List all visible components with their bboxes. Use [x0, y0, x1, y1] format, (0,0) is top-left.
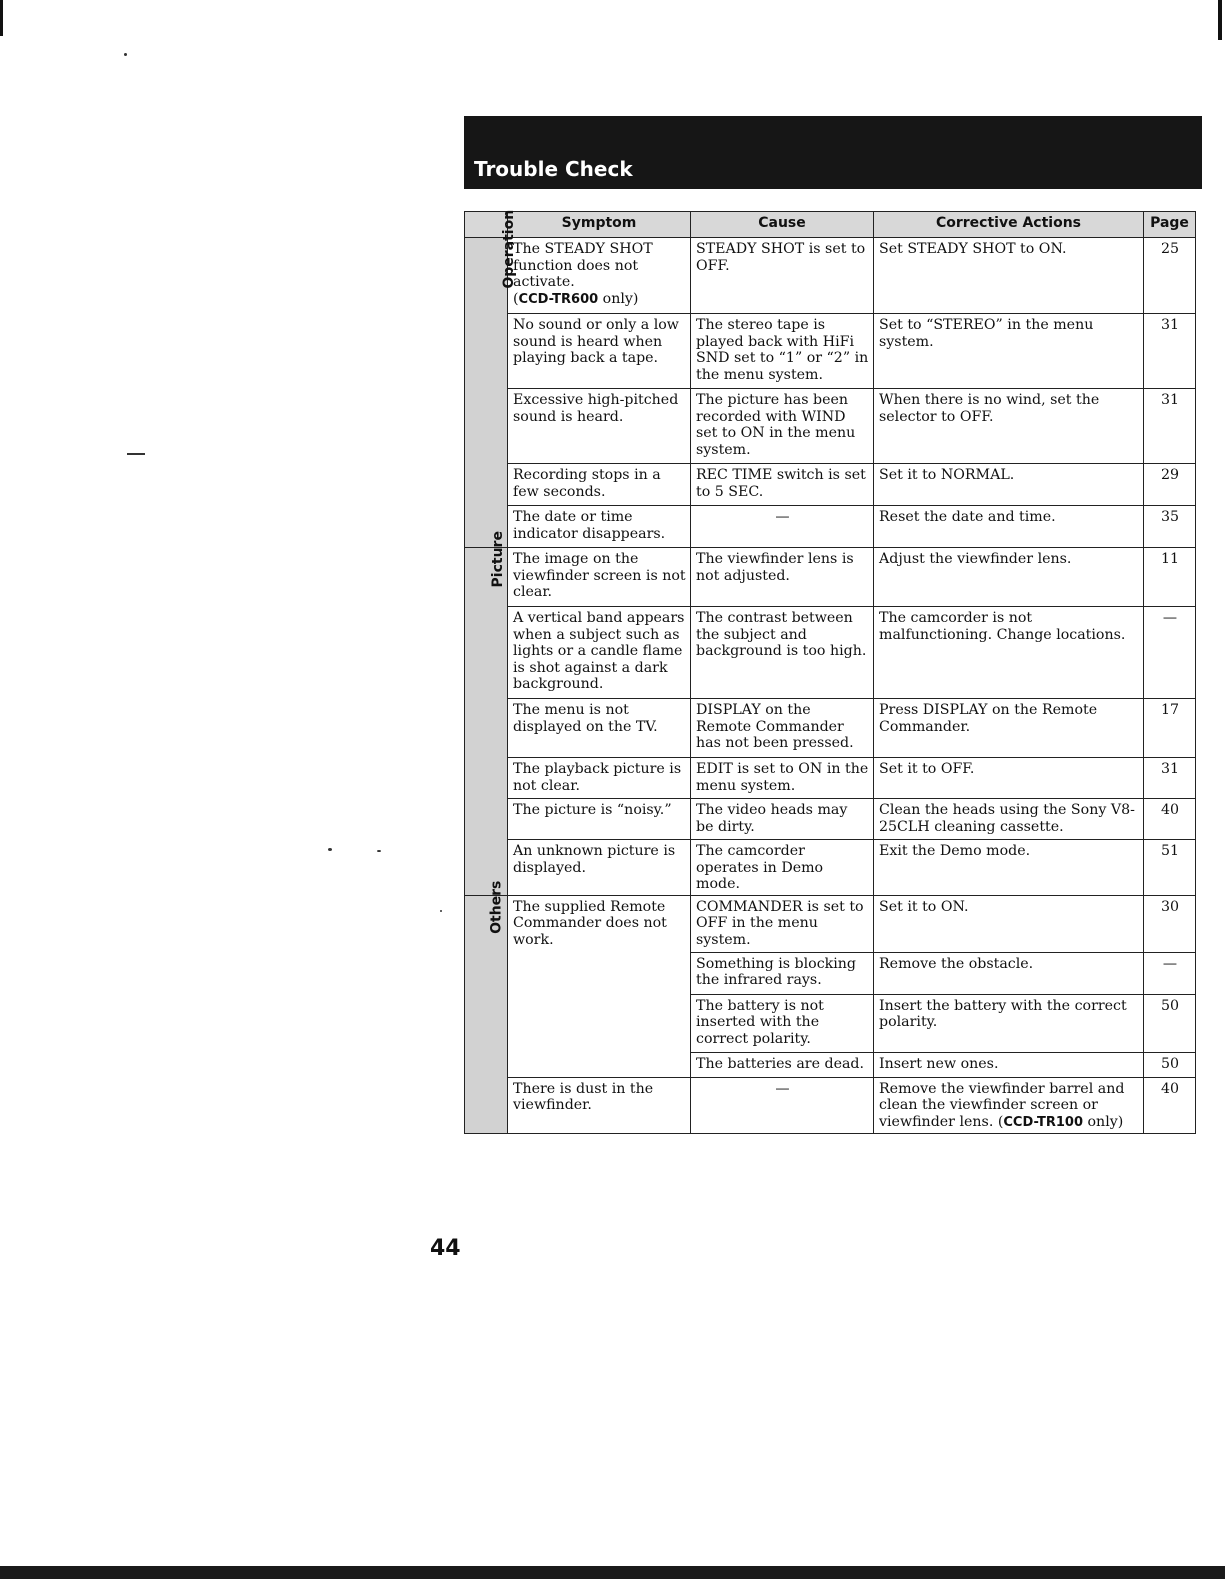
- cause-cell: STEADY SHOT is set to OFF.: [691, 238, 874, 314]
- table-header-row: [465, 212, 1196, 238]
- symptom-cell: The date or time indicator disappears.: [508, 506, 691, 548]
- scan-speck: [377, 850, 381, 852]
- cause-cell: The contrast between the subject and background is too high.: [691, 607, 874, 699]
- cause-cell: The picture has been recorded with WIND set to ON in the menu system.: [691, 389, 874, 464]
- page-cell: 31: [1144, 389, 1196, 464]
- cause-cell: EDIT is set to ON in the menu system.: [691, 758, 874, 799]
- page-cell: 40: [1144, 1077, 1196, 1134]
- action-cell: Set STEADY SHOT to ON.: [874, 238, 1144, 314]
- page-cell: 17: [1144, 699, 1196, 758]
- table-row: [465, 758, 1196, 799]
- cause-cell: The stereo tape is played back with HiFi SND set to “1” or “2” in the menu system.: [691, 314, 874, 389]
- symptom-cell: The image on the viewfinder screen is not clear.: [508, 548, 691, 607]
- symptom-cell: Recording stops in a few seconds.: [508, 464, 691, 506]
- page-cell: 51: [1144, 840, 1196, 896]
- table-row: [465, 1077, 1196, 1134]
- page-cell: 50: [1144, 1052, 1196, 1077]
- table-row: [465, 895, 1196, 952]
- cause-cell: —: [691, 1077, 874, 1134]
- cause-cell: The batteries are dead.: [691, 1052, 874, 1077]
- table-row: [465, 238, 1196, 314]
- table-row: [465, 840, 1196, 896]
- table-row: [465, 607, 1196, 699]
- table-row: [465, 464, 1196, 506]
- action-cell: Remove the obstacle.: [874, 952, 1144, 994]
- symptom-cell: The playback picture is not clear.: [508, 758, 691, 799]
- symptom-cell: A vertical band appears when a subject such as lights or a candle flame is shot against a dark background.: [508, 607, 691, 699]
- action-cell: Set it to ON.: [874, 895, 1144, 952]
- page-cell: 29: [1144, 464, 1196, 506]
- symptom-cell: The supplied Remote Commander does not work.: [508, 895, 691, 1077]
- table-row: [465, 799, 1196, 840]
- symptom-cell: There is dust in the viewfinder.: [508, 1077, 691, 1134]
- cause-cell: —: [691, 506, 874, 548]
- table-row: [465, 699, 1196, 758]
- cause-cell: REC TIME switch is set to 5 SEC.: [691, 464, 874, 506]
- page-cell: 31: [1144, 758, 1196, 799]
- symptom-cell: No sound or only a low sound is heard when playing back a tape.: [508, 314, 691, 389]
- page-cell: 35: [1144, 506, 1196, 548]
- scan-speck: [440, 910, 442, 912]
- table-row: [465, 314, 1196, 389]
- category-others: Others: [465, 895, 508, 1134]
- category-operation: Operation: [465, 238, 508, 548]
- category-picture: Picture: [465, 548, 508, 896]
- action-cell: Set to “STEREO” in the menu system.: [874, 314, 1144, 389]
- symptom-cell: The menu is not displayed on the TV.: [508, 699, 691, 758]
- cause-cell: Something is blocking the infrared rays.: [691, 952, 874, 994]
- action-cell: Clean the heads using the Sony V8-25CLH cleaning cassette.: [874, 799, 1144, 840]
- action-cell: Remove the viewfinder barrel and clean the viewfinder screen or viewfinder lens. (CCD-TR100 only): [874, 1077, 1144, 1134]
- page-cell: 50: [1144, 994, 1196, 1052]
- column-header-corrective-actions: Corrective Actions: [874, 212, 1144, 238]
- symptom-cell: The STEADY SHOT function does not activate. (CCD-TR600 only): [508, 238, 691, 314]
- cause-cell: COMMANDER is set to OFF in the menu system.: [691, 895, 874, 952]
- scan-edge-bottom: [0, 1566, 1225, 1579]
- page-number: 44: [430, 1236, 461, 1261]
- scan-speck: [127, 453, 145, 455]
- table-row: [465, 506, 1196, 548]
- cause-cell: The viewfinder lens is not adjusted.: [691, 548, 874, 607]
- section-title: Trouble Check: [474, 157, 633, 181]
- table-row: [465, 389, 1196, 464]
- action-cell: Exit the Demo mode.: [874, 840, 1144, 896]
- table-row: [465, 548, 1196, 607]
- scan-edge-left: [0, 0, 3, 36]
- column-header-symptom: Symptom: [508, 212, 691, 238]
- symptom-cell: The picture is “noisy.”: [508, 799, 691, 840]
- action-cell: Insert new ones.: [874, 1052, 1144, 1077]
- action-cell: Press DISPLAY on the Remote Commander.: [874, 699, 1144, 758]
- cause-cell: The battery is not inserted with the correct polarity.: [691, 994, 874, 1052]
- page-cell: 31: [1144, 314, 1196, 389]
- page-cell: —: [1144, 952, 1196, 994]
- action-cell: Insert the battery with the correct polarity.: [874, 994, 1144, 1052]
- cause-cell: The video heads may be dirty.: [691, 799, 874, 840]
- cause-cell: DISPLAY on the Remote Commander has not been pressed.: [691, 699, 874, 758]
- column-header-cause: Cause: [691, 212, 874, 238]
- action-cell: Adjust the viewfinder lens.: [874, 548, 1144, 607]
- action-cell: When there is no wind, set the selector to OFF.: [874, 389, 1144, 464]
- section-title-bar: [464, 116, 1202, 189]
- symptom-cell: Excessive high-pitched sound is heard.: [508, 389, 691, 464]
- page-cell: —: [1144, 607, 1196, 699]
- action-cell: Reset the date and time.: [874, 506, 1144, 548]
- action-cell: Set it to NORMAL.: [874, 464, 1144, 506]
- cause-cell: The camcorder operates in Demo mode.: [691, 840, 874, 896]
- page-cell: 30: [1144, 895, 1196, 952]
- scan-speck: [124, 53, 127, 56]
- scan-speck: [328, 848, 332, 851]
- page-cell: 40: [1144, 799, 1196, 840]
- page-cell: 25: [1144, 238, 1196, 314]
- action-cell: The camcorder is not malfunctioning. Change locations.: [874, 607, 1144, 699]
- action-cell: Set it to OFF.: [874, 758, 1144, 799]
- symptom-cell: An unknown picture is displayed.: [508, 840, 691, 896]
- column-header-page: Page: [1144, 212, 1196, 238]
- trouble-check-table: [464, 211, 1196, 1134]
- page-cell: 11: [1144, 548, 1196, 607]
- scan-edge-right: [1218, 0, 1222, 40]
